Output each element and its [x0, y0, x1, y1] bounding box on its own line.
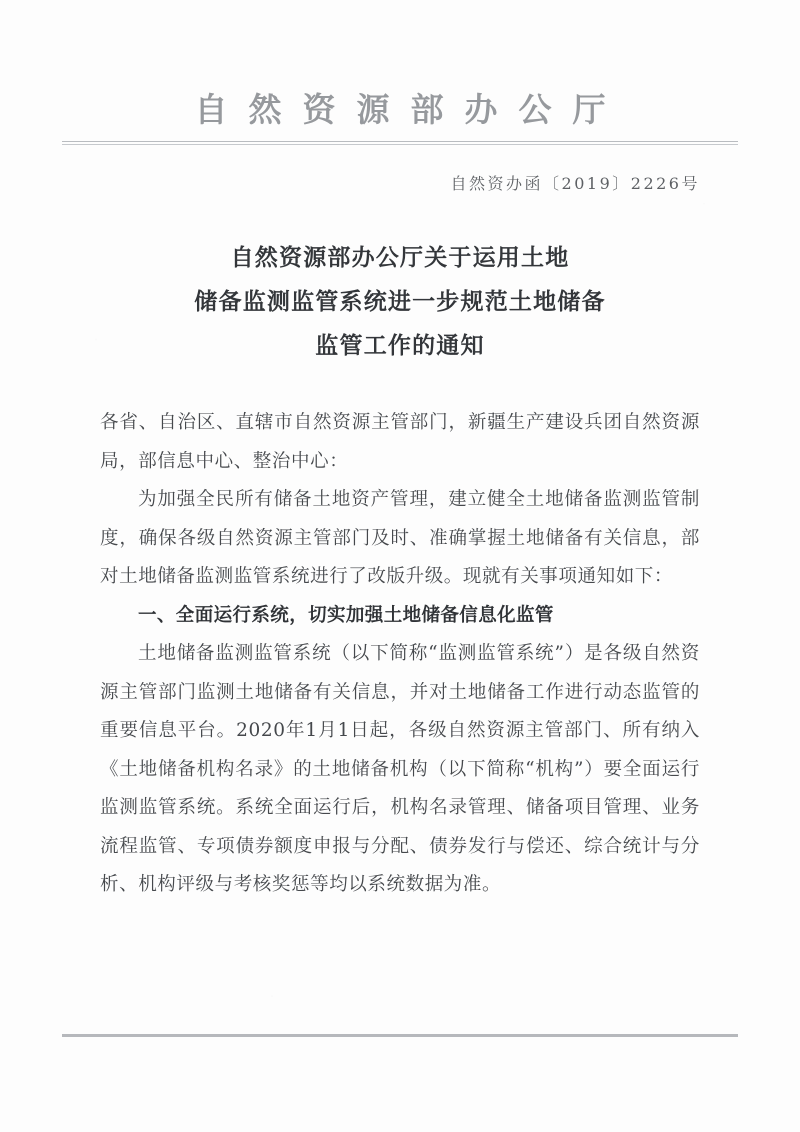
section-paragraph-1: 土地储备监测监管系统（以下简称“监测监管系统”）是各级自然资源主管部门监测土地储备有关信息，并对土地储备工作进行动态监管的重要信息平台。2020年1月1日起，各级自然资源主管部门、所有纳入《土地储备机构名录》的土地储备机构（以下简称“机构”）要全面运行监测监管系统。系统全面运行后，机构名录管理、储备项目管理、业务流程监管、专项债券额度申报与分配、债券发行与偿还、综合统计与分析、机构评级与考核奖惩等均以系统数据为准。: [100, 643, 700, 895]
footer-divider-rule: [62, 1034, 738, 1037]
headline-line-2: 储备监测监管系统进一步规范土地储备: [194, 288, 606, 315]
salutation: 各省、自治区、直辖市自然资源主管部门，新疆生产建设兵团自然资源局，部信息中心、整治中心：: [100, 412, 700, 472]
headline-line-1: 自然资源部办公厅关于运用土地: [230, 244, 570, 271]
document-body: [100, 404, 700, 905]
section-heading-1: 一、全面运行系统，切实加强土地储备信息化监管: [138, 604, 554, 626]
masthead: [0, 88, 800, 132]
document-serial-number: 自然资办函〔2019〕2226号: [450, 174, 700, 193]
issuing-agency-title: 自然资源部办公厅: [194, 90, 627, 129]
masthead-divider-rule: [62, 141, 738, 145]
body-paragraph-1: 为加强全民所有储备土地资产管理，建立健全土地储备监测监管制度，确保各级自然资源主管部门及时、准确掌握土地储备有关信息，部对土地储备监测监管系统进行了改版升级。现就有关事项通知如下：: [100, 489, 700, 587]
headline-line-3: 监管工作的通知: [315, 332, 485, 359]
document-headline: [100, 236, 700, 368]
